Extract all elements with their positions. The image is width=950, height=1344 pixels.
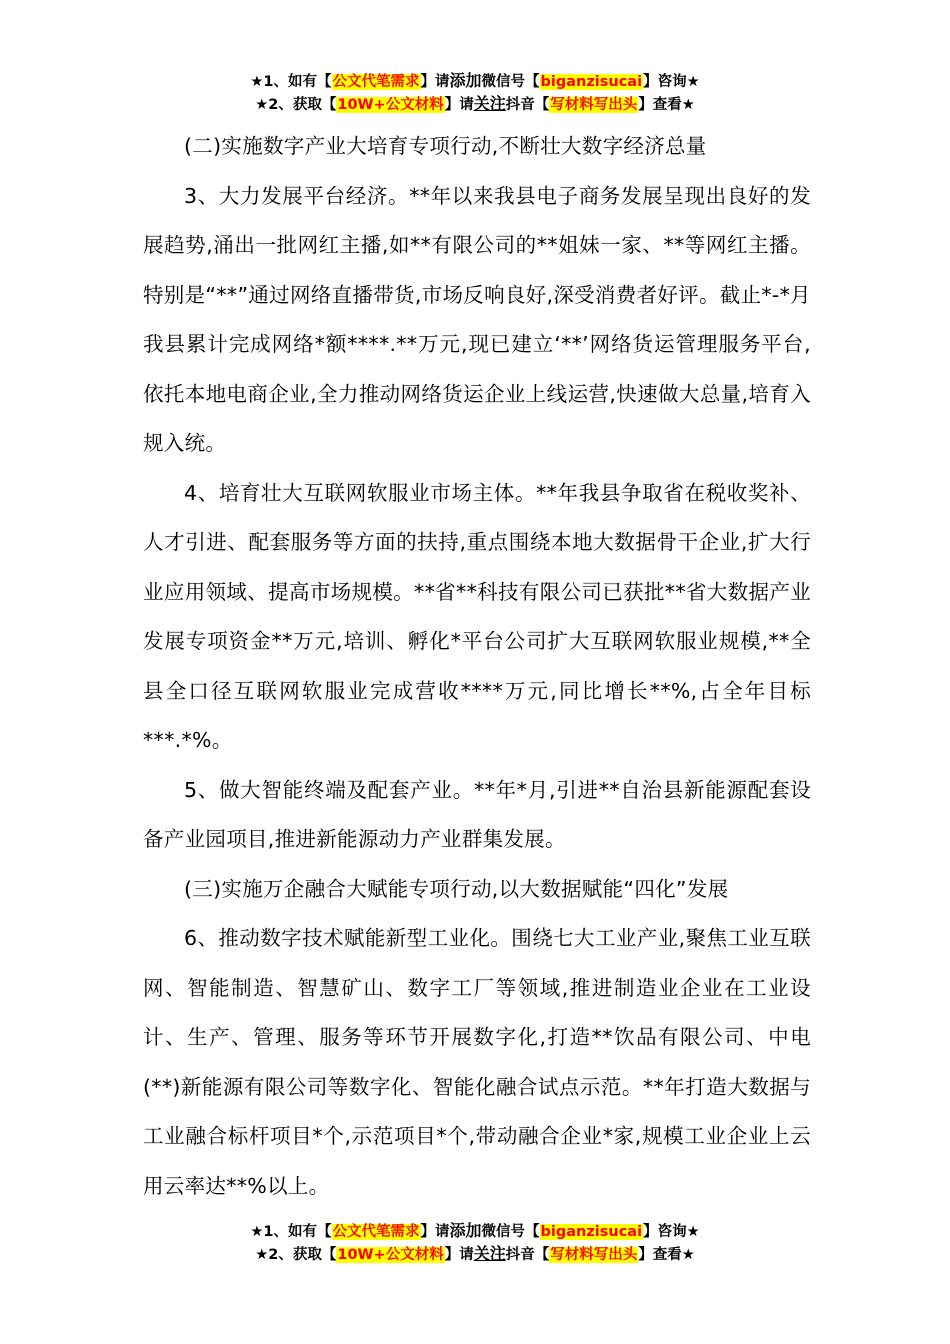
wechat-id-highlight: biganzisucai (540, 74, 643, 90)
promo-highlight: 10W+公文材料 (337, 97, 444, 113)
top-promo-banner (0, 70, 950, 116)
promo-line-2: ★2、获取【10W+公文材料】请关注抖音【写材料写出头】查看★ (255, 94, 695, 113)
douyin-id-highlight: 写材料写出头 (550, 1247, 638, 1263)
body-paragraph: 3、大力发展平台经济。**年以来我县电子商务发展呈现出良好的发展趋势,涌出一批网红主播,如**有限公司的**姐妹一家、**等网红主播。特别是“**”通过网络直播带货,市场反响良好,深受消费者好评。截止*-*月我县累计完成网络*额****.**万元,现已建立‘**’网络货运管理服务平台,依托本地电商企业,全力推动网络货运企业上线运营,快速做大总量,培育入规入统。 (143, 183, 811, 455)
promo-highlight: 公文代笔需求 (332, 74, 420, 90)
promo-highlight: 公文代笔需求 (332, 1224, 420, 1240)
body-paragraph: 5、做大智能终端及配套产业。**年*月,引进**自治县新能源配套设备产业园项目,推进新能源动力产业群集发展。 (143, 777, 811, 851)
wechat-id-highlight: biganzisucai (540, 1224, 643, 1240)
body-paragraph: 6、推动数字技术赋能新型工业化。围绕七大工业产业,聚焦工业互联网、智能制造、智慧矿山、数字工厂等领域,推进制造业企业在工业设计、生产、管理、服务等环节开展数字化,打造**饮品有限公司、中电(**)新能源有限公司等数字化、智能化融合试点示范。**年打造大数据与工业融合标杆项目*个,示范项目*个,带动融合企业*家,规模工业企业上云用云率达**%以上。 (143, 926, 811, 1198)
bottom-promo-banner (0, 1220, 950, 1266)
promo-line-2: ★2、获取【10W+公文材料】请关注抖音【写材料写出头】查看★ (255, 1244, 695, 1263)
promo-line-1: ★1、如有【公文代笔需求】请添加微信号【biganzisucai】咨询★ (250, 71, 700, 90)
douyin-id-highlight: 写材料写出头 (550, 97, 638, 113)
body-paragraph: 4、培育壮大互联网软服业市场主体。**年我县争取省在税收奖补、人才引进、配套服务等方面的扶持,重点围绕本地大数据骨干企业,扩大行业应用领域、提高市场规模。**省**科技有限公司已获批**省大数据产业发展专项资金**万元,培训、孵化*平台公司扩大互联网软服业规模,**全县全口径互联网软服业完成营收****万元,同比增长**%,占全年目标***.*%。 (143, 480, 811, 752)
document-body (143, 122, 811, 1211)
section-heading: (二)实施数字产业大培育专项行动,不断壮大数字经济总量 (184, 134, 707, 158)
promo-highlight: 10W+公文材料 (337, 1247, 444, 1263)
promo-line-1: ★1、如有【公文代笔需求】请添加微信号【biganzisucai】咨询★ (250, 1221, 700, 1240)
section-heading: (三)实施万企融合大赋能专项行动,以大数据赋能“四化”发展 (184, 876, 729, 901)
